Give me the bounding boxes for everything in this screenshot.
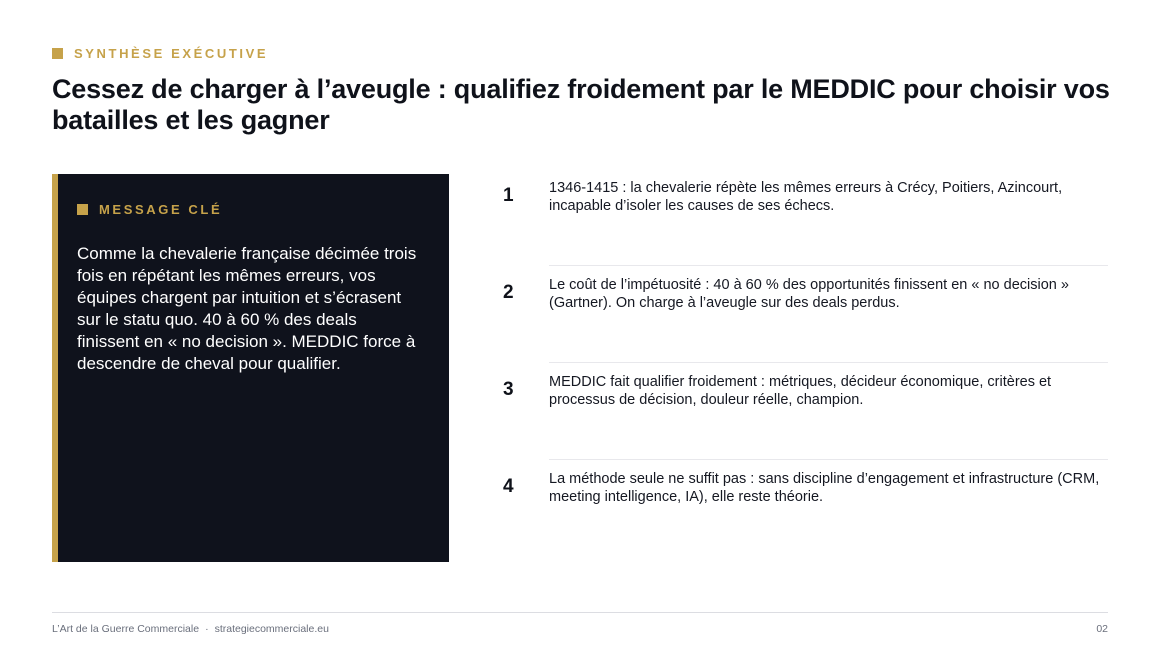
key-message-label: MESSAGE CLÉ: [99, 202, 223, 217]
key-message-header: [77, 202, 222, 217]
page-title: Cessez de charger à l’aveugle : qualifiez froidement par le MEDDIC pour choisir vos batailles et les gagner: [52, 74, 1110, 135]
footer-brand: L’Art de la Guerre Commerciale: [52, 623, 200, 635]
square-bullet-icon: [52, 48, 63, 59]
point-text: MEDDIC fait qualifier froidement : métriques, décideur économique, critères et processus de décision, douleur réelle, champion.: [549, 374, 1052, 408]
footer-separator: ·: [205, 623, 209, 635]
list-item: [503, 461, 1108, 558]
point-number: 2: [503, 282, 514, 303]
section-eyebrow: [52, 46, 268, 61]
point-number: 1: [503, 185, 514, 206]
list-item: [503, 364, 1108, 461]
footer-credits: [52, 623, 329, 635]
key-message-card: [52, 174, 449, 562]
divider: [549, 265, 1108, 266]
page-number: 02: [1096, 623, 1108, 635]
square-bullet-icon: [77, 204, 88, 215]
point-text: Le coût de l’impétuosité : 40 à 60 % des opportunités finissent en « no decision » (Gartner). On charge à l’aveugle sur des deals perdus.: [549, 277, 1069, 311]
point-text: 1346-1415 : la chevalerie répète les mêmes erreurs à Crécy, Poitiers, Azincourt, incapable d’isoler les causes de ses échecs.: [549, 180, 1063, 214]
eyebrow-label: SYNTHÈSE EXÉCUTIVE: [74, 46, 269, 61]
point-number: 4: [503, 476, 514, 497]
accent-bar: [52, 174, 58, 562]
list-item: [503, 170, 1108, 267]
key-points-list: [503, 170, 1108, 558]
footer-divider: [52, 612, 1108, 613]
divider: [549, 362, 1108, 363]
key-message-body: Comme la chevalerie française décimée trois fois en répétant les mêmes erreurs, vos équipes chargent par intuition et s’écrasent sur le statu quo. 40 à 60 % des deals finissent en « no decision ». MEDDIC force à descendre de cheval pour qualifier.: [77, 244, 417, 373]
point-text: La méthode seule ne suffit pas : sans discipline d’engagement et infrastructure (CRM, meeting intelligence, IA), elle reste théorie.: [549, 471, 1100, 505]
footer-site: strategiecommerciale.eu: [214, 623, 329, 635]
point-number: 3: [503, 379, 514, 400]
list-item: [503, 267, 1108, 364]
divider: [549, 459, 1108, 460]
